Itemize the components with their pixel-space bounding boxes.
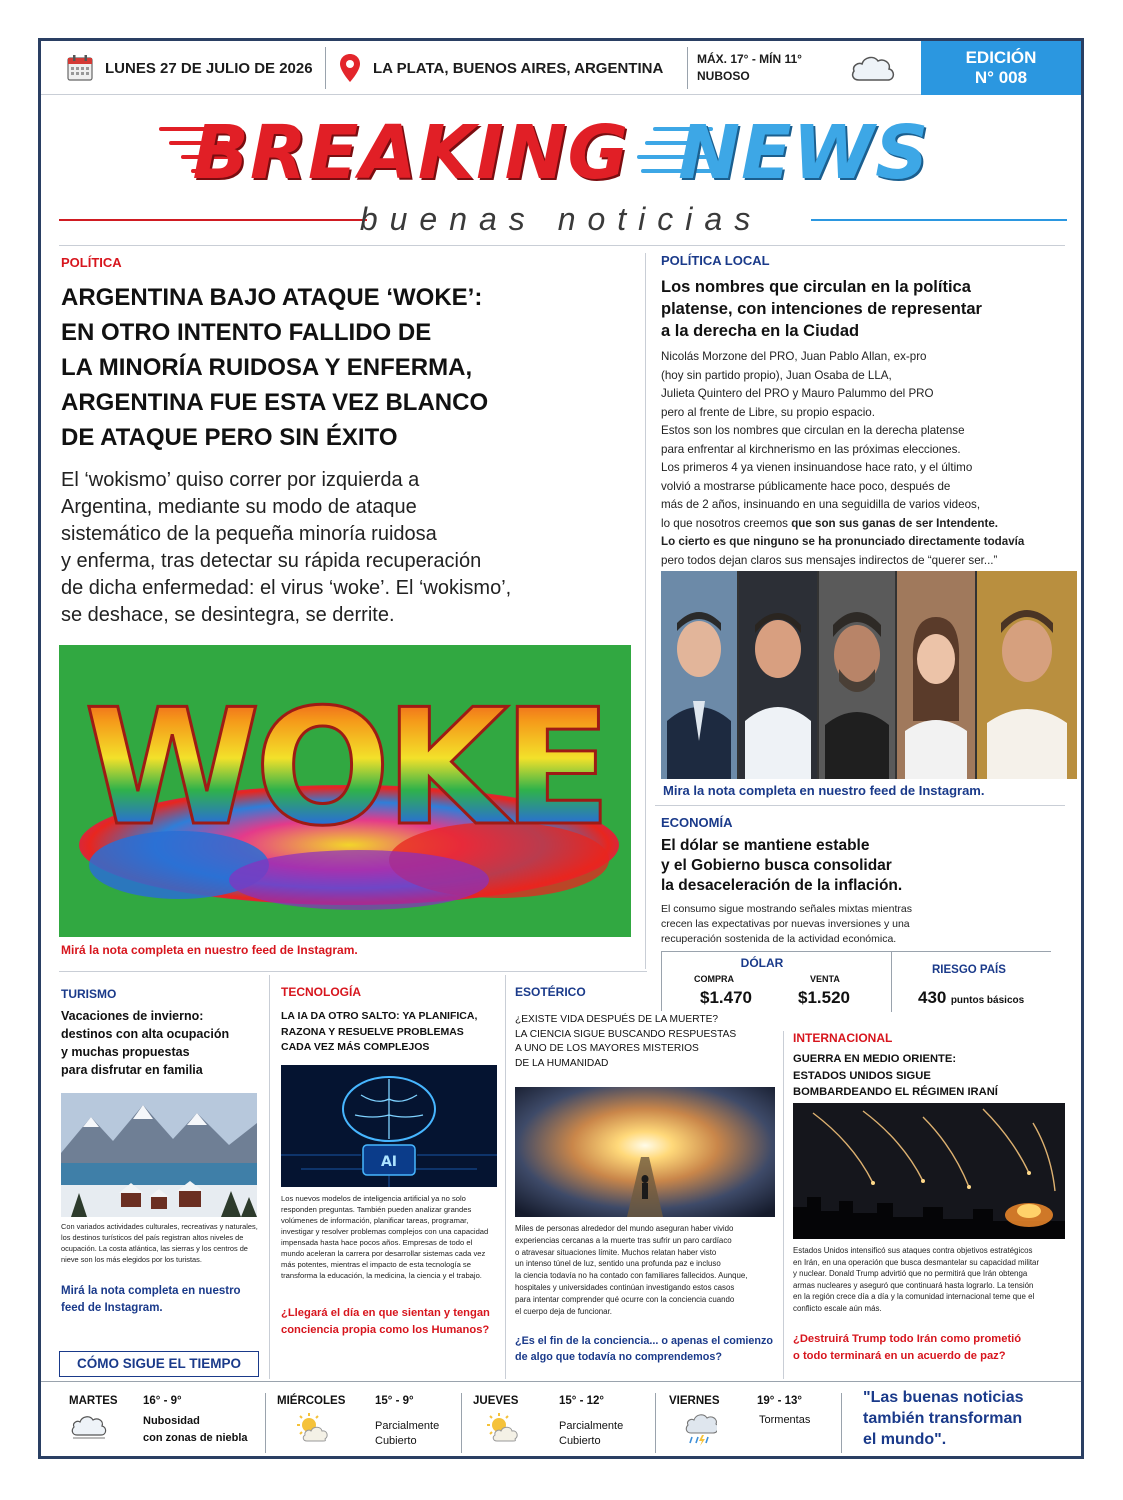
headline-line: y el Gobierno busca consolidar [661,857,892,874]
body-line: Con variados actividades culturales, recreativas y naturales, [61,1222,258,1231]
melting-rainbow-illustration [59,645,631,937]
cloud-icon [69,1413,109,1439]
lead-subhead [61,467,641,629]
headline-line: ¿EXISTE VIDA DESPUÉS DE LA MUERTE? [515,1014,719,1025]
body-line: para intentar comprender qué ocurre con la conciencia cuando [515,1294,735,1304]
international-story [793,1031,1073,1101]
question-line: ¿Es el fin de la conciencia... o apenas el comienzo [515,1335,774,1347]
body-line: investigar y resolver problemas complejos con una capacidad [281,1227,489,1236]
tech-question [281,1305,503,1339]
tourism-story [61,987,261,1079]
esoteric-image [515,1087,775,1217]
closing-quote [863,1387,1024,1450]
divider [269,975,270,1379]
divider [59,971,647,972]
blue-rule [811,219,1067,221]
subhead-line: sistemático de la pequeña minoría ruidosa [61,523,437,545]
calendar-icon [67,55,93,81]
international-question [793,1331,1071,1365]
tourism-image [61,1093,257,1217]
headline-line: y muchas propuestas [61,1045,190,1059]
subhead-line: de dicha enfermedad: el virus ‘woke’. El ‘wokismo’, [61,577,512,599]
day-temp: 19° - 13° [757,1395,803,1407]
body-line: recuperación sostenida de la actividad económica. [661,933,897,945]
body-line: hospitales y universidades continúan investigando estos casos [515,1282,735,1292]
body-line: más potentes, mientras el impacto de esta tecnología se [281,1260,471,1269]
headline-line: EN OTRO INTENTO FALLIDO DE [61,319,432,346]
divider [265,1393,266,1453]
local-politics-story [661,253,1071,570]
desc-line: Cubierto [375,1435,417,1447]
logo-word-news: NEWS [678,110,930,196]
body-line: Nicolás Morzone del PRO, Juan Pablo Allan, ex-pro [661,350,927,363]
lead-story [61,255,641,629]
storm-icon [683,1413,717,1447]
body-line: (hoy sin partido propio), Juan Osaba de LLA, [661,368,892,382]
body-text: lo que nosotros creemos [661,516,792,530]
masthead-subtitle: buenas noticias [359,201,763,237]
divider [687,47,688,89]
candidates-photo [661,571,1077,779]
local-body [661,348,1071,570]
desc-line: con zonas de niebla [143,1432,248,1444]
partly-cloudy-icon [295,1413,331,1445]
headline-line: para disfrutar en familia [61,1063,203,1077]
local-headline [661,276,1071,342]
body-line: Los primeros 4 ya vienen insinuandose hace rato, y el último [661,461,973,474]
body-line: el cuerpo deja de funcionar. [515,1306,612,1316]
headline-line: CADA VEZ MÁS COMPLEJOS [281,1041,430,1053]
desc-line: Parcialmente [375,1420,440,1432]
section-kicker: TECNOLOGÍA [281,985,361,999]
body-line: experiencias cercanas a la muerte tras sufrir un paro cardíaco [515,1235,732,1245]
portraits-illustration [661,571,1077,779]
day-temp: 15° - 12° [559,1395,605,1407]
temp-range: MÁX. 17° - MÍN 11° [697,52,802,66]
sell-label: VENTA [810,974,840,984]
body-line: y nuclear. Donald Trump advirtió que no permitirá que Irán obtenga [793,1269,1028,1279]
body-line: Julieta Quintero del PRO y Mauro Palummo del PRO [661,387,934,400]
country-risk [918,988,1024,1008]
date-text: LUNES 27 DE JULIO DE 2026 [105,59,313,77]
body-line: transforma la educación, la medicina, la ciencia y el trabajo. [281,1271,482,1280]
lead-image [59,645,631,937]
tourism-body [61,1221,261,1265]
body-line: los destinos turísticos del país registran altos niveles de [61,1233,244,1242]
question-line: ¿Destruirá Trump todo Irán como prometió [793,1333,1022,1345]
link-line: feed de Instagram. [61,1302,163,1314]
body-line: en la región crece día a día y la comunidad internacional teme que el [793,1292,1035,1302]
weather-forecast [41,1389,1081,1457]
body-line: o atravesar situaciones límite. Muchos relatan haber visto [515,1247,717,1257]
day-desc [375,1419,439,1449]
body-line [661,515,1071,534]
body-line: pero al frente de Libre, su propio espacio. [661,405,875,419]
instagram-link[interactable]: Mirá la nota completa en nuestro feed de Instagram. [61,943,358,957]
body-line: crecen las expectativas por nuevas inversiones y una [661,918,910,930]
edition-number: N° 008 [974,68,1028,87]
desc-line: Cubierto [559,1435,601,1447]
esoteric-body [515,1223,781,1317]
divider [505,975,506,1379]
body-bold: que son sus ganas de ser Intendente. [791,516,998,530]
day-temp: 16° - 9° [143,1395,182,1407]
tourism-headline [61,1007,261,1079]
buy-value: $1.470 [700,988,752,1007]
night-missiles-illustration [793,1103,1065,1239]
esoteric-story [515,985,779,1071]
international-headline [793,1051,1073,1101]
international-body [793,1245,1069,1315]
headline-line: a la derecha en la Ciudad [661,322,860,340]
section-kicker: ECONOMÍA [661,815,733,830]
body-line: responden preguntas. También pueden analizar grandes [281,1205,472,1214]
tech-story [281,985,501,1056]
body-line: la ciencia todavía no ha contado con familiares fallecidos. Aunque, [515,1271,748,1281]
section-kicker: INTERNACIONAL [793,1031,893,1045]
headline-line: El dólar se mantiene estable [661,837,870,854]
esoteric-headline [515,1013,779,1071]
divider [41,1381,1081,1382]
location-pin-icon [339,53,361,83]
body-line: volvió a mostrarse públicamente hace poco, después de [661,479,951,493]
instagram-link[interactable]: Mira la nota completa en nuestro feed de Instagram. [663,783,985,798]
tech-headline [281,1009,501,1056]
headline-line: LA CIENCIA SIGUE BUSCANDO RESPUESTAS [515,1028,737,1040]
tech-image [281,1065,497,1187]
headline-line: LA MINORÍA RUIDOSA Y ENFERMA, [61,354,473,381]
desc-line: Parcialmente [559,1420,624,1432]
economy-headline [661,836,1061,896]
headline-line: ARGENTINA FUE ESTA VEZ BLANCO [61,389,489,416]
quote-line: también transforman [863,1410,1023,1427]
headline-line: Los nombres que circulan en la política [661,278,971,296]
body-line: un intenso túnel de luz, sentido una profunda paz e incluso [515,1259,721,1269]
divider [841,1393,842,1453]
lead-headline [61,280,641,455]
divider [783,1031,784,1379]
date-block [67,41,313,95]
instagram-link[interactable] [61,1283,241,1317]
divider [461,1393,462,1453]
ai-brain-chip-illustration [281,1065,497,1187]
quote-line: "Las buenas noticias [863,1389,1024,1406]
weather-section-title: CÓMO SIGUE EL TIEMPO [59,1351,259,1377]
body-line: más de 2 años, insinuando en una seguidilla de varios videos, [661,498,981,511]
economy-body [661,902,1061,947]
edition-label: EDICIÓN [965,48,1037,67]
question-line: de algo que todavía no comprendemos? [515,1351,722,1363]
weather-summary [697,51,802,85]
body-line: Estos son los nombres que circulan en la derecha platense [661,424,965,437]
divider [655,805,1065,806]
edition-badge [921,41,1081,95]
body-line: volúmenes de información, planificar tareas, programar, [281,1216,469,1225]
headline-line: A UNO DE LOS MAYORES MISTERIOS [515,1043,699,1054]
body-line: Los nuevos modelos de inteligencia artificial ya no solo [281,1194,466,1203]
question-line: o todo terminará en un acuerdo de paz? [793,1350,1006,1362]
section-kicker: POLÍTICA [61,255,122,270]
body-line: Lo cierto es que ninguno se ha pronunciado directamente todavía [661,535,1025,548]
subhead-line: se deshace, se desintegra, se derrite. [61,604,395,626]
section-kicker: POLÍTICA LOCAL [661,253,770,268]
divider [325,47,326,89]
day-name: MIÉRCOLES [277,1395,346,1407]
body-line: en Irán, en una operación que busca desmantelar su capacidad militar [793,1257,1040,1267]
headline-line: destinos con alta ocupación [61,1027,230,1041]
location-text: LA PLATA, BUENOS AIRES, ARGENTINA [373,59,664,77]
country-risk-label: RIESGO PAÍS [932,964,1006,976]
snowy-lake-landscape [61,1093,257,1217]
woke-letters: WOKE [84,674,606,861]
section-kicker: ESOTÉRICO [515,985,586,999]
international-image [793,1103,1065,1239]
headline-line: ESTADOS UNIDOS SIGUE [793,1069,931,1082]
day-temp: 15° - 9° [375,1395,414,1407]
partly-cloudy-icon [485,1413,521,1445]
headline-line: DE LA HUMANIDAD [515,1057,609,1069]
headline-line: GUERRA EN MEDIO ORIENTE: [793,1053,957,1065]
headline-line: RAZONA Y RESUELVE PROBLEMAS [281,1025,464,1038]
body-line: conflicto escale aún más. [793,1303,882,1313]
location-block [339,41,663,95]
headline-line: DE ATAQUE PERO SIN ÉXITO [61,424,398,451]
quote-line: el mundo". [863,1431,947,1448]
headline-line: ARGENTINA BAJO ATAQUE ‘WOKE’: [61,284,483,311]
day-desc [559,1419,623,1449]
day-desc [759,1413,810,1428]
divider [59,245,1065,246]
logo-word-breaking: BREAKING [192,110,630,196]
subhead-line: y enferma, tras detectar su rápida recuperación [61,550,482,572]
top-bar [41,41,1081,95]
country-risk-unit: puntos básicos [950,995,1025,1006]
buy-label: COMPRA [694,974,734,984]
headline-line: BOMBARDEANDO EL RÉGIMEN IRANÍ [793,1086,998,1098]
body-line: mundo aceleran la carrera por desarrollar sistemas cada vez [281,1249,486,1258]
divider [645,253,646,969]
dollar-label: DÓLAR [740,956,784,970]
question-line: ¿Llegará el día en que sientan y tengan [281,1307,490,1319]
body-line: impensada hasta hace pocos años. Empresas de todo el [281,1238,473,1247]
link-line: Mirá la nota completa en nuestro [61,1285,241,1297]
body-line: armas nucleares y aseguró que continuará hasta lograrlo. La tensión [793,1280,1034,1290]
country-risk-value: 430 [918,988,947,1007]
desc-line: Tormentas [759,1414,811,1426]
day-name: JUEVES [473,1395,519,1407]
subhead-line: Argentina, mediante su modo de ataque [61,496,417,518]
body-line: Miles de personas alrededor del mundo aseguran haber vivido [515,1224,734,1233]
divider [655,1393,656,1453]
masthead-logo [41,111,1081,195]
desc-line: Nubosidad [143,1415,200,1427]
section-kicker: TURISMO [61,987,117,1001]
body-line: para enfrentar al kirchnerismo en las próximas elecciones. [661,442,961,456]
day-name: VIERNES [669,1395,720,1407]
light-tunnel-illustration [515,1087,775,1217]
body-line: Estados Unidos intensificó sus ataques contra objetivos estratégicos [793,1246,1033,1255]
body-line: pero todos dejan claros sus mensajes indirectos de “querer ser...” [661,553,998,567]
economy-story [661,815,1061,947]
sell-value: $1.520 [798,988,850,1007]
headline-line: platense, con intenciones de representar [661,300,982,318]
day-name: MARTES [69,1395,118,1407]
esoteric-question [515,1333,779,1365]
cloud-icon [849,53,897,83]
headline-line: LA IA DA OTRO SALTO: YA PLANIFICA, [281,1010,478,1022]
chip-label: AI [380,1154,398,1170]
day-desc [143,1413,248,1447]
headline-line: Vacaciones de invierno: [61,1009,204,1023]
body-line: nieve son los más elegidos por los turistas. [61,1255,202,1264]
subhead-line: El ‘wokismo’ quiso correr por izquierda a [61,469,420,491]
newspaper-page [38,38,1084,1459]
portrait-4 [905,617,967,779]
body-line: El consumo sigue mostrando señales mixtas mientras [661,903,912,915]
headline-line: la desaceleración de la inflación. [661,877,903,894]
body-line: ocupación. La costa atlántica, las sierras y los centros de [61,1244,248,1253]
weather-condition: NUBOSO [697,69,750,83]
question-line: conciencia propia como los Humanos? [281,1324,490,1336]
tech-body [281,1193,499,1281]
